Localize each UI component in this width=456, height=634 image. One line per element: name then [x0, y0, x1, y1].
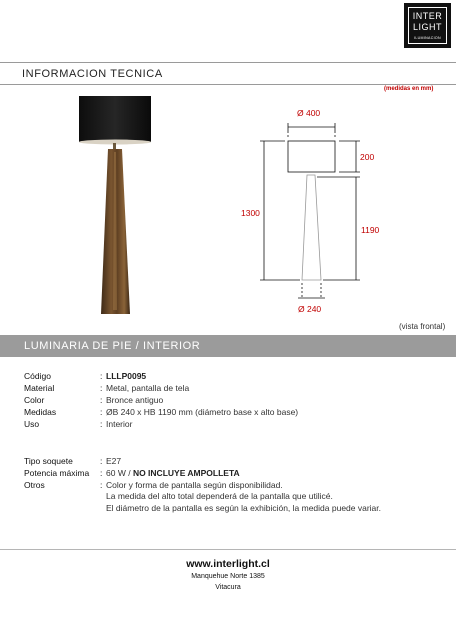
- logo-text-line2: LIGHT: [412, 22, 442, 32]
- category-bar: [0, 335, 456, 357]
- units-note: (medidas en mm): [384, 86, 434, 92]
- spec-value: Color y forma de pantalla según disponibilidad.: [106, 480, 283, 490]
- spec-key: Medidas: [24, 407, 57, 417]
- category-label: LUMINARIA DE PIE / INTERIOR: [24, 340, 201, 352]
- logo-text-line1: INTER: [412, 11, 443, 21]
- dim-label-body: 1190: [361, 225, 380, 235]
- technical-drawing: [255, 100, 395, 325]
- footer-website-link[interactable]: www.interlight.cl: [186, 558, 270, 570]
- section-title: INFORMACION TECNICA: [22, 68, 163, 80]
- spec-key: Color: [24, 395, 45, 405]
- lamp-neck: [113, 143, 116, 149]
- logo-subtext: ILUMINACION: [414, 36, 441, 40]
- spec-value-warning: NO INCLUYE AMPOLLETA: [132, 468, 240, 478]
- spec-key: Potencia máxima: [24, 468, 90, 478]
- spec-key: Otros: [24, 480, 45, 490]
- spec-value: Bronce antiguo: [106, 395, 164, 405]
- spec-value: LLLP0095: [106, 371, 147, 381]
- footer-address-line2: Vitacura: [215, 584, 241, 591]
- spec-key: Tipo soquete: [24, 456, 73, 466]
- note-line: La medida del alto total dependerá de la pantalla que utilicé.: [106, 491, 333, 501]
- dim-label-shade: 200: [360, 152, 375, 162]
- interlight-logo: [404, 3, 451, 48]
- lamp-photo: [70, 90, 170, 322]
- header-rule-bottom: [0, 84, 456, 85]
- drawing-shade: [288, 141, 335, 172]
- spec-value: E27: [106, 456, 122, 466]
- lamp-shade: [79, 96, 151, 142]
- dim-label-total: 1300: [241, 208, 260, 218]
- spec-key: Código: [24, 371, 51, 381]
- spec-key: Uso: [24, 419, 40, 429]
- view-note: (vista frontal): [399, 322, 446, 331]
- spec-value: Metal, pantalla de tela: [106, 383, 190, 393]
- spec-key: Material: [24, 383, 55, 393]
- note-line: El diámetro de la pantalla es según la exhibición, la medida puede variar.: [106, 503, 382, 513]
- spec-value: ØB 240 x HB 1190 mm (diámetro base x alto base): [106, 407, 299, 417]
- drawing-body: [302, 175, 321, 280]
- dim-label-base: Ø 240: [298, 304, 322, 314]
- footer-rule: [0, 549, 456, 550]
- spec-value: Interior: [106, 419, 133, 429]
- footer-address-line1: Manquehue Norte 1385: [191, 573, 265, 580]
- dim-label-top: Ø 400: [297, 108, 321, 118]
- spec-value: 60 W /: [106, 468, 133, 478]
- header-rule-top: [0, 62, 456, 63]
